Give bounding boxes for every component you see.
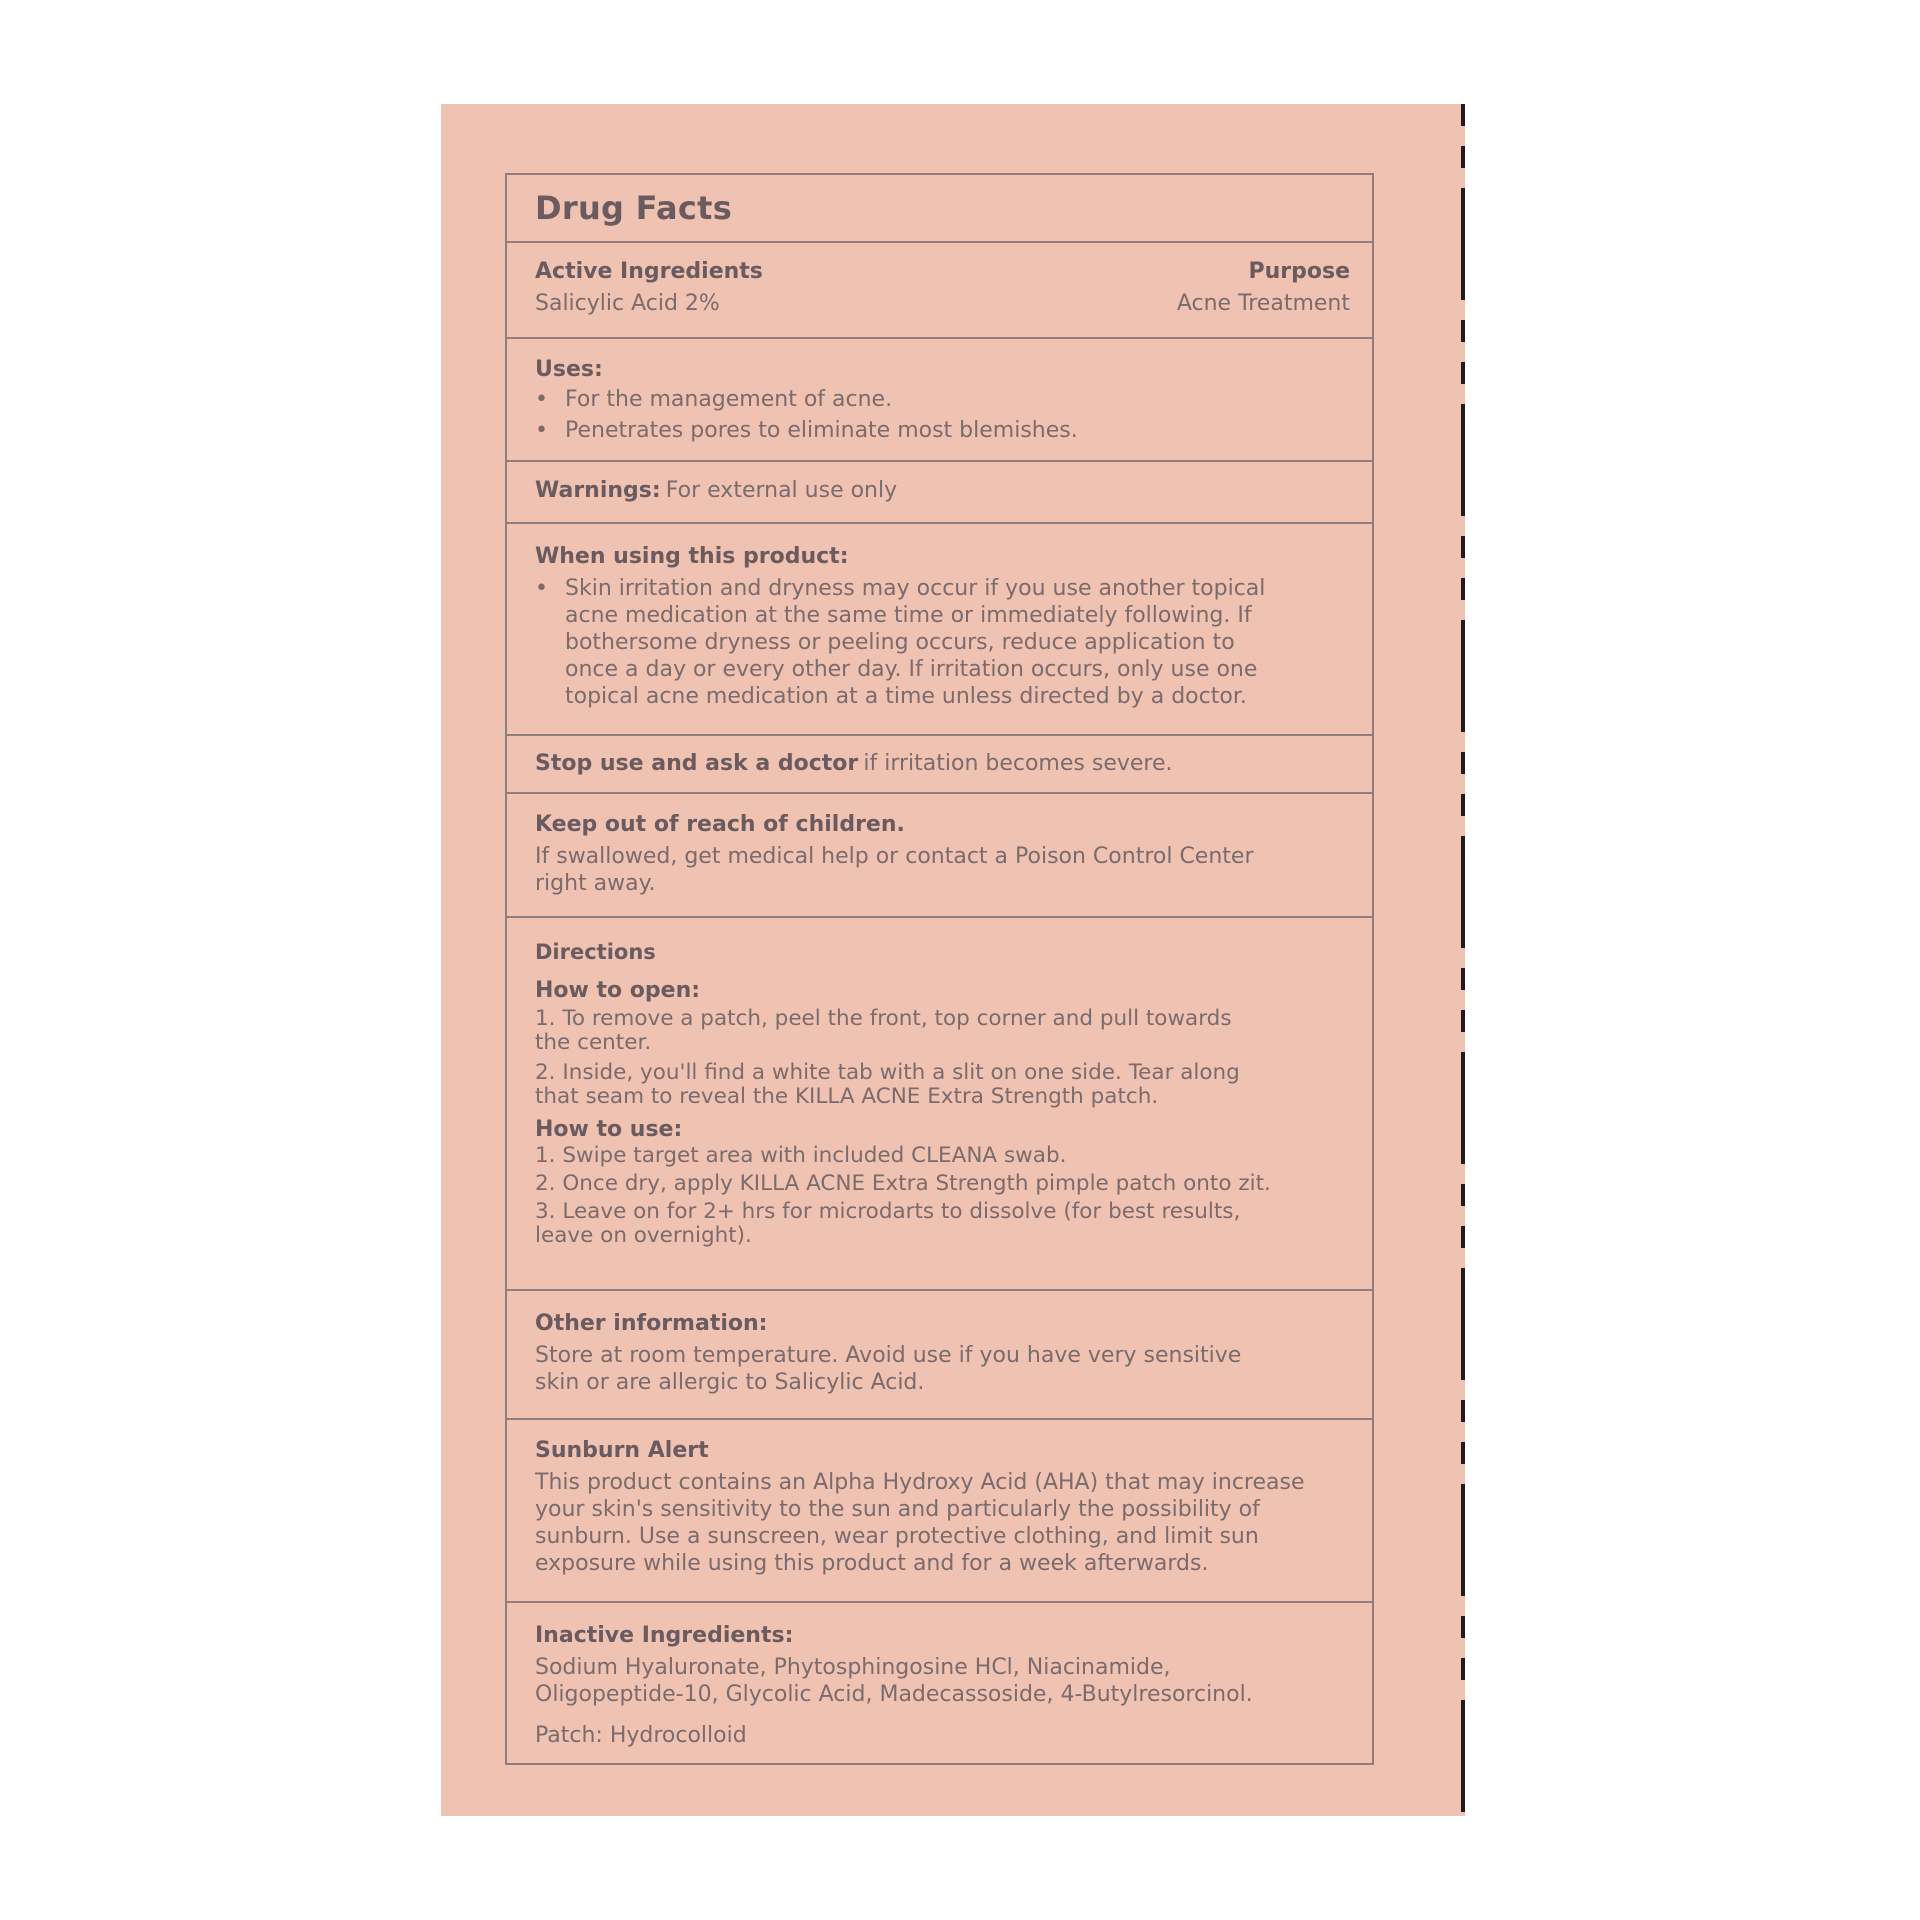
inactive-ingredients-heading: Inactive Ingredients: <box>535 1623 794 1648</box>
inactive-ingredients-text: Sodium Hyaluronate, Phytosphingosine HCl, Niacinamide, Oligopeptide-10, Glycolic Acid, Madecassoside, 4-Butylresorcinol. <box>535 1655 1253 1707</box>
open-step-2: 2. Inside, you'll find a white tab with a slit on one side. Tear along that seam to reveal the KILLA ACNE Extra Strength patch. <box>535 1060 1240 1109</box>
active-ingredients-heading: Active Ingredients <box>535 259 763 284</box>
directions-heading: Directions <box>535 940 656 964</box>
inactive-ingredients-section <box>507 1603 1372 1763</box>
stop-use-section <box>507 736 1372 794</box>
other-information-text: Store at room temperature. Avoid use if you have very sensitive skin or are allergic to Salicylic Acid. <box>535 1343 1242 1395</box>
how-to-open-heading: How to open: <box>535 978 701 1003</box>
title-section <box>507 175 1372 243</box>
sunburn-alert-section <box>507 1420 1372 1603</box>
other-information-heading: Other information: <box>535 1311 768 1336</box>
when-using-section <box>507 524 1372 736</box>
sunburn-alert-heading: Sunburn Alert <box>535 1438 709 1463</box>
stop-use-heading: Stop use and ask a doctor <box>535 751 859 776</box>
warnings-section <box>507 462 1372 524</box>
warnings-heading: Warnings: <box>535 478 661 503</box>
purpose-heading: Purpose <box>1248 259 1350 284</box>
list-item: • For the management of acne. <box>535 387 893 412</box>
patch-material: Patch: Hydrocolloid <box>535 1723 747 1748</box>
uses-heading: Uses: <box>535 357 603 382</box>
when-using-heading: When using this product: <box>535 544 849 569</box>
drug-facts-title: Drug Facts <box>535 189 733 227</box>
keep-out-heading: Keep out of reach of children. <box>535 812 905 837</box>
purpose-value: Acne Treatment <box>1176 291 1350 316</box>
use-step-3: 3. Leave on for 2+ hrs for microdarts to dissolve (for best results, leave on overnight). <box>535 1199 1241 1248</box>
other-information-section <box>507 1291 1372 1420</box>
when-using-text: • Skin irritation and dryness may occur if you use another topical acne medication at the same time or immediately following. If bothersome dryness or peeling occurs, reduce application to once a day or every other day. If irritation occurs, only use one topical acne medication at a time unless directed by a doctor. <box>535 576 1266 709</box>
directions-section <box>507 918 1372 1291</box>
warnings-text: For external use only <box>665 478 898 503</box>
use-step-2: 2. Once dry, apply KILLA ACNE Extra Strength pimple patch onto zit. <box>535 1171 1271 1196</box>
use-step-1: 1. Swipe target area with included CLEANA swab. <box>535 1143 1067 1168</box>
dashed-cut-line <box>1461 104 1465 1816</box>
list-item: • Penetrates pores to eliminate most blemishes. <box>535 418 1078 443</box>
active-ingredients-section <box>507 243 1372 339</box>
active-ingredient: Salicylic Acid 2% <box>535 291 720 316</box>
drug-facts-table <box>505 173 1374 1765</box>
open-step-1: 1. To remove a patch, peel the front, top corner and pull towards the center. <box>535 1006 1232 1055</box>
keep-out-text: If swallowed, get medical help or contact a Poison Control Center right away. <box>535 844 1254 896</box>
keep-out-section <box>507 794 1372 918</box>
uses-section <box>507 339 1372 462</box>
stop-use-text: if irritation becomes severe. <box>863 751 1173 776</box>
how-to-use-heading: How to use: <box>535 1117 683 1142</box>
sunburn-alert-text: This product contains an Alpha Hydroxy Acid (AHA) that may increase your skin's sensitivity to the sun and particularly the possibility of sunburn. Use a sunscreen, wear protective clothing, and limit sun exposure while using this product and for a week afterwards. <box>535 1470 1305 1576</box>
